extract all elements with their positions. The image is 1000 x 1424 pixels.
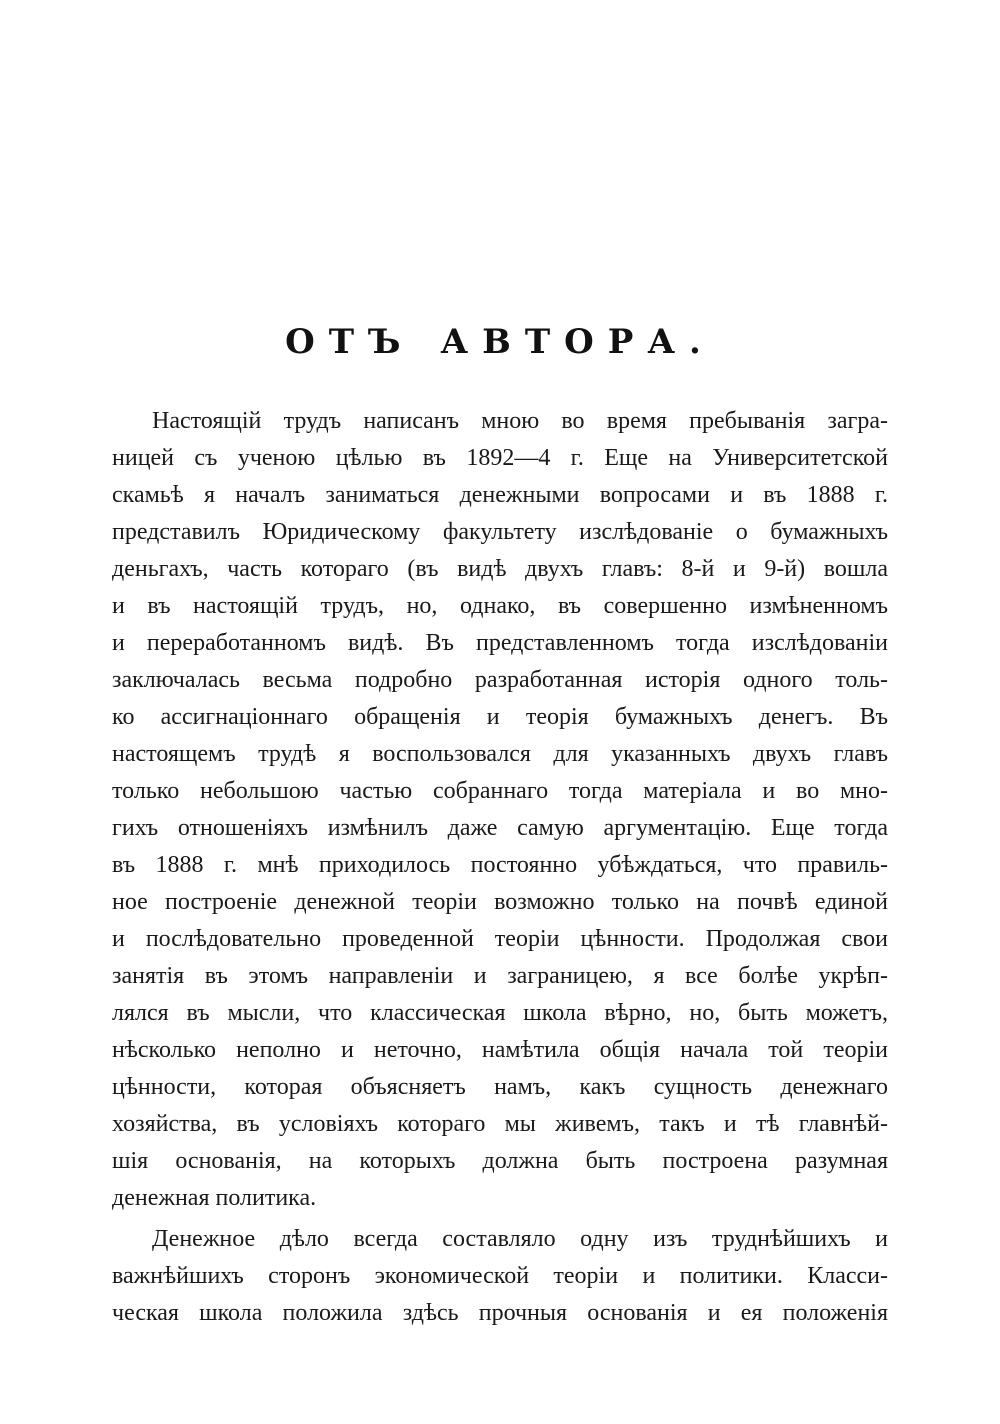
text-line: скамьѣ я началъ заниматься денежными вопросами и въ 1888 г. <box>112 482 888 508</box>
text-line: заключалась весьма подробно разработанная исторія одного толь- <box>112 667 888 693</box>
text-line: денежная политика. <box>112 1185 317 1211</box>
text-line: и послѣдовательно проведенной теоріи цѣнности. Продолжая свои <box>112 926 888 952</box>
text-line: гихъ отношеніяхъ измѣнилъ даже самую аргументацію. Еще тогда <box>112 815 888 841</box>
text-line: цѣнности, которая объясняетъ намъ, какъ сущность денежнаго <box>112 1074 888 1100</box>
text-line: деньгахъ, часть котораго (въ видѣ двухъ главъ: 8-й и 9-й) вошла <box>112 556 888 582</box>
text-line: Денежное дѣло всегда составляло одну изъ труднѣйшихъ и <box>152 1226 888 1252</box>
text-line: ное построеніе денежной теоріи возможно только на почвѣ единой <box>112 889 888 915</box>
text-line: шія основанія, на которыхъ должна быть построена разумная <box>112 1148 888 1174</box>
text-line: важнѣйшихъ сторонъ экономической теоріи и политики. Класси- <box>112 1263 888 1289</box>
text-line: ко ассигнаціоннаго обращенія и теорія бумажныхъ денегъ. Въ <box>112 704 888 730</box>
text-line: Настоящій трудъ написанъ мною во время пребыванія загра- <box>152 408 888 434</box>
text-line: хозяйства, въ условіяхъ котораго мы живемъ, такъ и тѣ главнѣй- <box>112 1111 888 1137</box>
body-text <box>112 403 888 1332</box>
text-line: только небольшою частью собраннаго тогда матеріала и во мно- <box>112 778 888 804</box>
text-line: и въ настоящій трудъ, но, однако, въ совершенно измѣненномъ <box>112 593 888 619</box>
text-line: нѣсколько неполно и неточно, намѣтила общія начала той теоріи <box>112 1037 888 1063</box>
text-line: лялся въ мысли, что классическая школа вѣрно, но, быть можетъ, <box>112 1000 888 1026</box>
text-line: ницей съ ученою цѣлью въ 1892—4 г. Еще на Университетской <box>112 445 888 471</box>
page-title: ОТЪ АВТОРА. <box>285 322 715 362</box>
text-line: настоящемъ трудѣ я воспользовался для указанныхъ двухъ главъ <box>112 741 888 767</box>
text-line: ческая школа положила здѣсь прочныя основанія и ея положенія <box>112 1300 888 1326</box>
text-line: занятія въ этомъ направленіи и заграницею, я все болѣе укрѣп- <box>112 963 888 989</box>
text-line: представилъ Юридическому факультету изслѣдованіе о бумажныхъ <box>112 519 888 545</box>
text-line: въ 1888 г. мнѣ приходилось постоянно убѣждаться, что правиль- <box>112 852 888 878</box>
text-line: и переработанномъ видѣ. Въ представленномъ тогда изслѣдованіи <box>112 630 888 656</box>
